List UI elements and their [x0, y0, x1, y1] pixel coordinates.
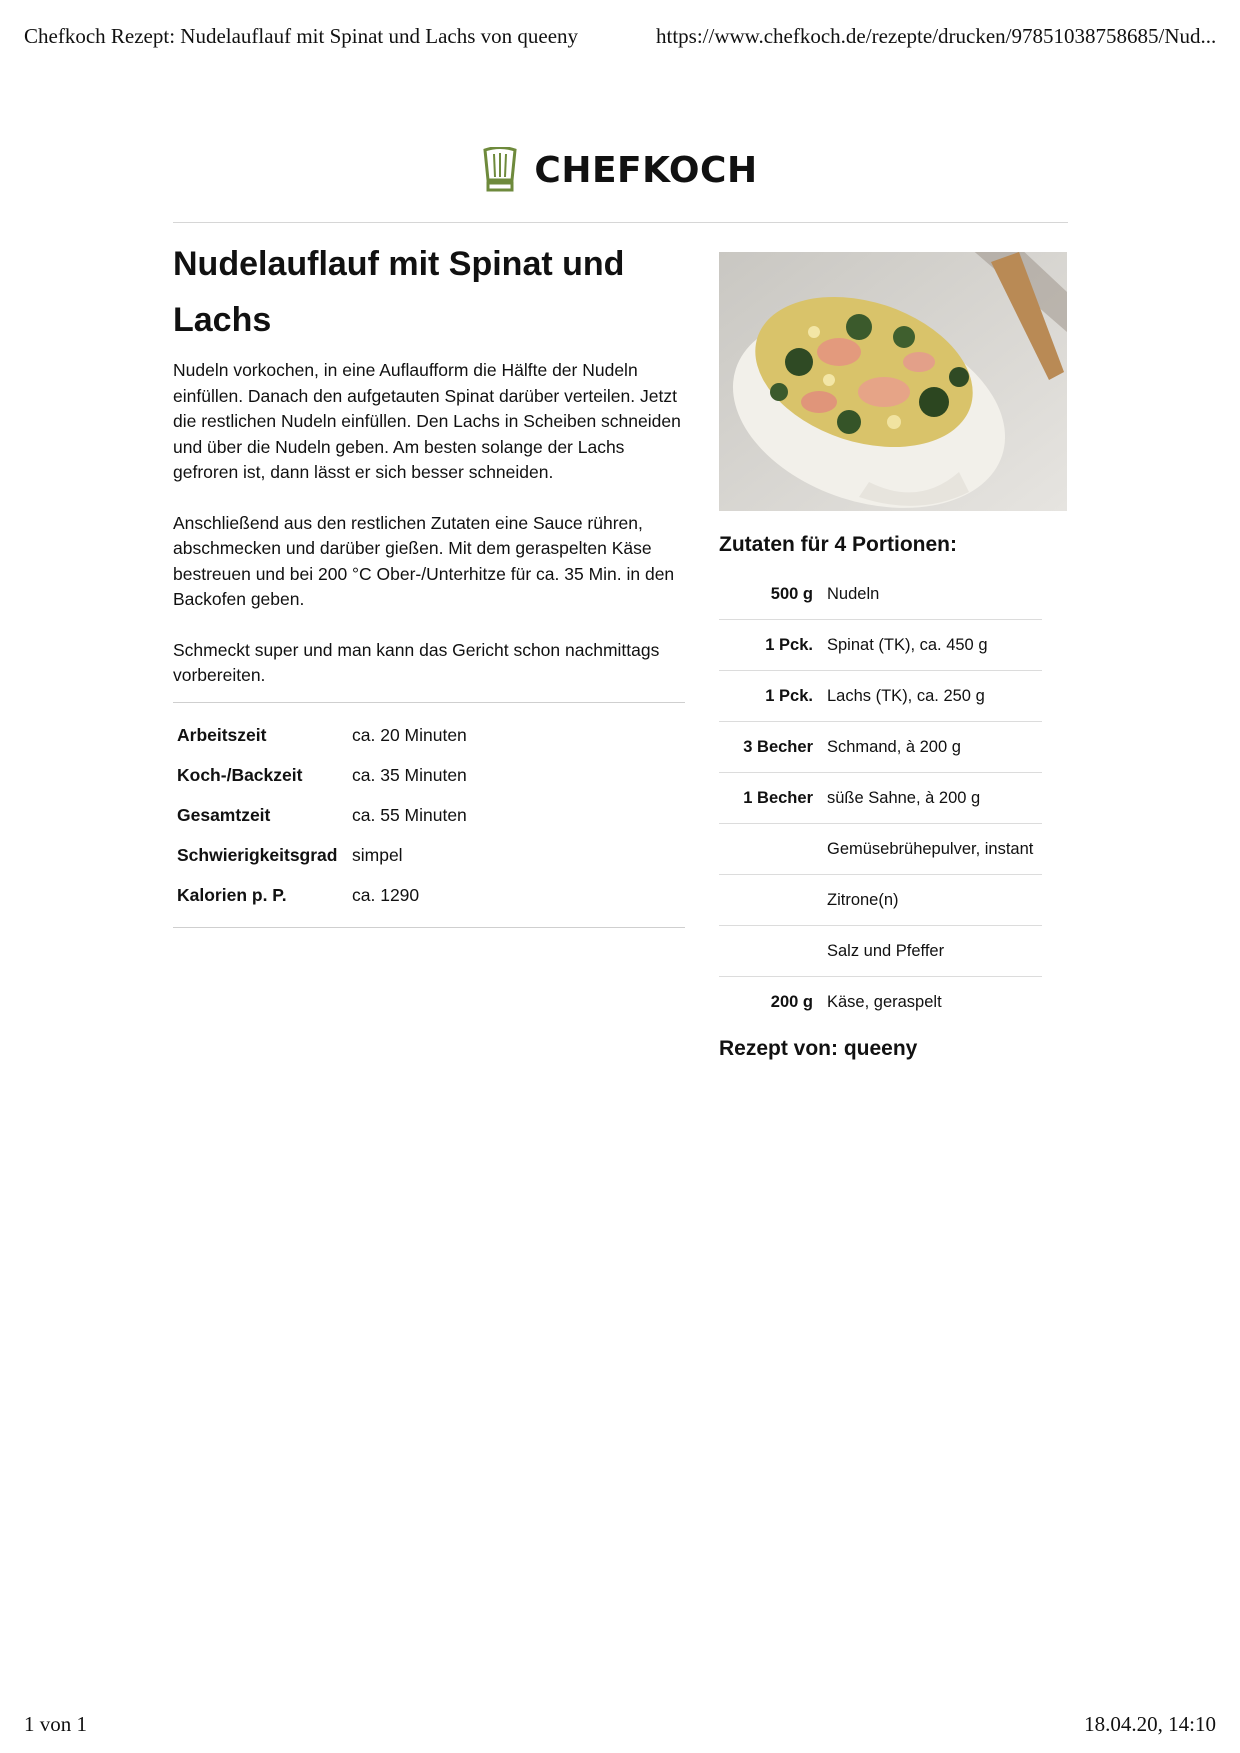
- time-row: [173, 716, 685, 756]
- ingredient-amount: 500 g: [770, 584, 813, 603]
- time-label: Schwierigkeitsgrad: [177, 845, 338, 865]
- chefkoch-logo: [0, 147, 1240, 193]
- time-label: Gesamtzeit: [177, 805, 271, 825]
- time-value: ca. 55 Minuten: [352, 805, 467, 825]
- ingredient-row: [719, 977, 1042, 1027]
- ingredient-row: [719, 569, 1042, 620]
- ingredient-row: [719, 824, 1042, 875]
- time-value: simpel: [352, 845, 403, 865]
- header-divider: [173, 222, 1068, 223]
- time-row: [173, 836, 685, 876]
- ingredient-name: Schmand, à 200 g: [827, 737, 961, 756]
- ingredient-name: Zitrone(n): [827, 890, 899, 909]
- recipe-sidebar: [719, 252, 1067, 1061]
- page-number: 1 von 1: [24, 1712, 87, 1736]
- time-label: Arbeitszeit: [177, 725, 267, 745]
- ingredient-name: Nudeln: [827, 584, 880, 603]
- time-label: Kalorien p. P.: [177, 885, 287, 905]
- instruction-paragraph: Anschließend aus den restlichen Zutaten eine Sauce rühren, abschmecken und darüber gießen. Mit dem geraspelten Käse bestreuen und bei 200 °C Ober-/Unterhitze für ca. 35 Min. in den Backofen geben.: [173, 512, 675, 609]
- ingredient-row: [719, 926, 1042, 977]
- ingredient-name: Käse, geraspelt: [827, 992, 942, 1011]
- ingredient-row: [719, 722, 1042, 773]
- ingredient-name: Lachs (TK), ca. 250 g: [827, 686, 985, 705]
- print-header-url: https://www.chefkoch.de/rezepte/drucken/97851038758685/Nud...: [656, 24, 1216, 48]
- print-header: [24, 24, 1216, 49]
- ingredient-row: [719, 671, 1042, 722]
- logo-text: CHEFKOCH: [534, 149, 758, 191]
- ingredient-name: Salz und Pfeffer: [827, 941, 945, 960]
- ingredients-table: [719, 569, 1042, 1027]
- ingredient-name: Gemüsebrühepulver, instant: [827, 839, 1034, 858]
- recipe-main: [173, 236, 685, 928]
- time-value: ca. 35 Minuten: [352, 765, 467, 785]
- print-datetime: 18.04.20, 14:10: [1084, 1712, 1216, 1736]
- recipe-times-table: [173, 702, 685, 928]
- ingredient-name: Spinat (TK), ca. 450 g: [827, 635, 988, 654]
- time-row: [173, 756, 685, 796]
- ingredients-heading: Zutaten für 4 Portionen:: [719, 533, 957, 556]
- instruction-paragraph: Schmeckt super und man kann das Gericht schon nachmittags vorbereiten.: [173, 639, 660, 685]
- ingredient-row: [719, 875, 1042, 926]
- print-header-title: Chefkoch Rezept: Nudelauflauf mit Spinat und Lachs von queeny: [24, 24, 579, 48]
- ingredient-amount: 1 Pck.: [765, 686, 813, 705]
- time-row: [173, 876, 685, 916]
- time-label: Koch-/Backzeit: [177, 765, 303, 785]
- ingredient-amount: 3 Becher: [743, 737, 813, 756]
- instruction-paragraph: Nudeln vorkochen, in eine Auflaufform die Hälfte der Nudeln einfüllen. Danach den aufgetauten Spinat darüber verteilen. Jetzt die restlichen Nudeln einfüllen. Den Lachs in Scheiben schneiden und über die Nudeln geben. Am besten solange der Lachs gefroren ist, dann lässt er sich besser schneiden.: [173, 360, 681, 482]
- ingredient-amount: 200 g: [770, 992, 813, 1011]
- ingredient-amount: 1 Pck.: [765, 635, 813, 654]
- ingredient-amount: 1 Becher: [743, 788, 813, 807]
- print-footer: [24, 1712, 1216, 1737]
- recipe-photo: [719, 252, 1067, 511]
- ingredient-row: [719, 773, 1042, 824]
- time-row: [173, 796, 685, 836]
- chef-hat-icon: [482, 147, 518, 193]
- time-value: ca. 20 Minuten: [352, 725, 467, 745]
- ingredient-name: süße Sahne, à 200 g: [827, 788, 981, 807]
- recipe-author: Rezept von: queeny: [719, 1037, 918, 1060]
- ingredient-row: [719, 620, 1042, 671]
- time-value: ca. 1290: [352, 885, 420, 905]
- recipe-title: Nudelauflauf mit Spinat und Lachs: [173, 245, 625, 339]
